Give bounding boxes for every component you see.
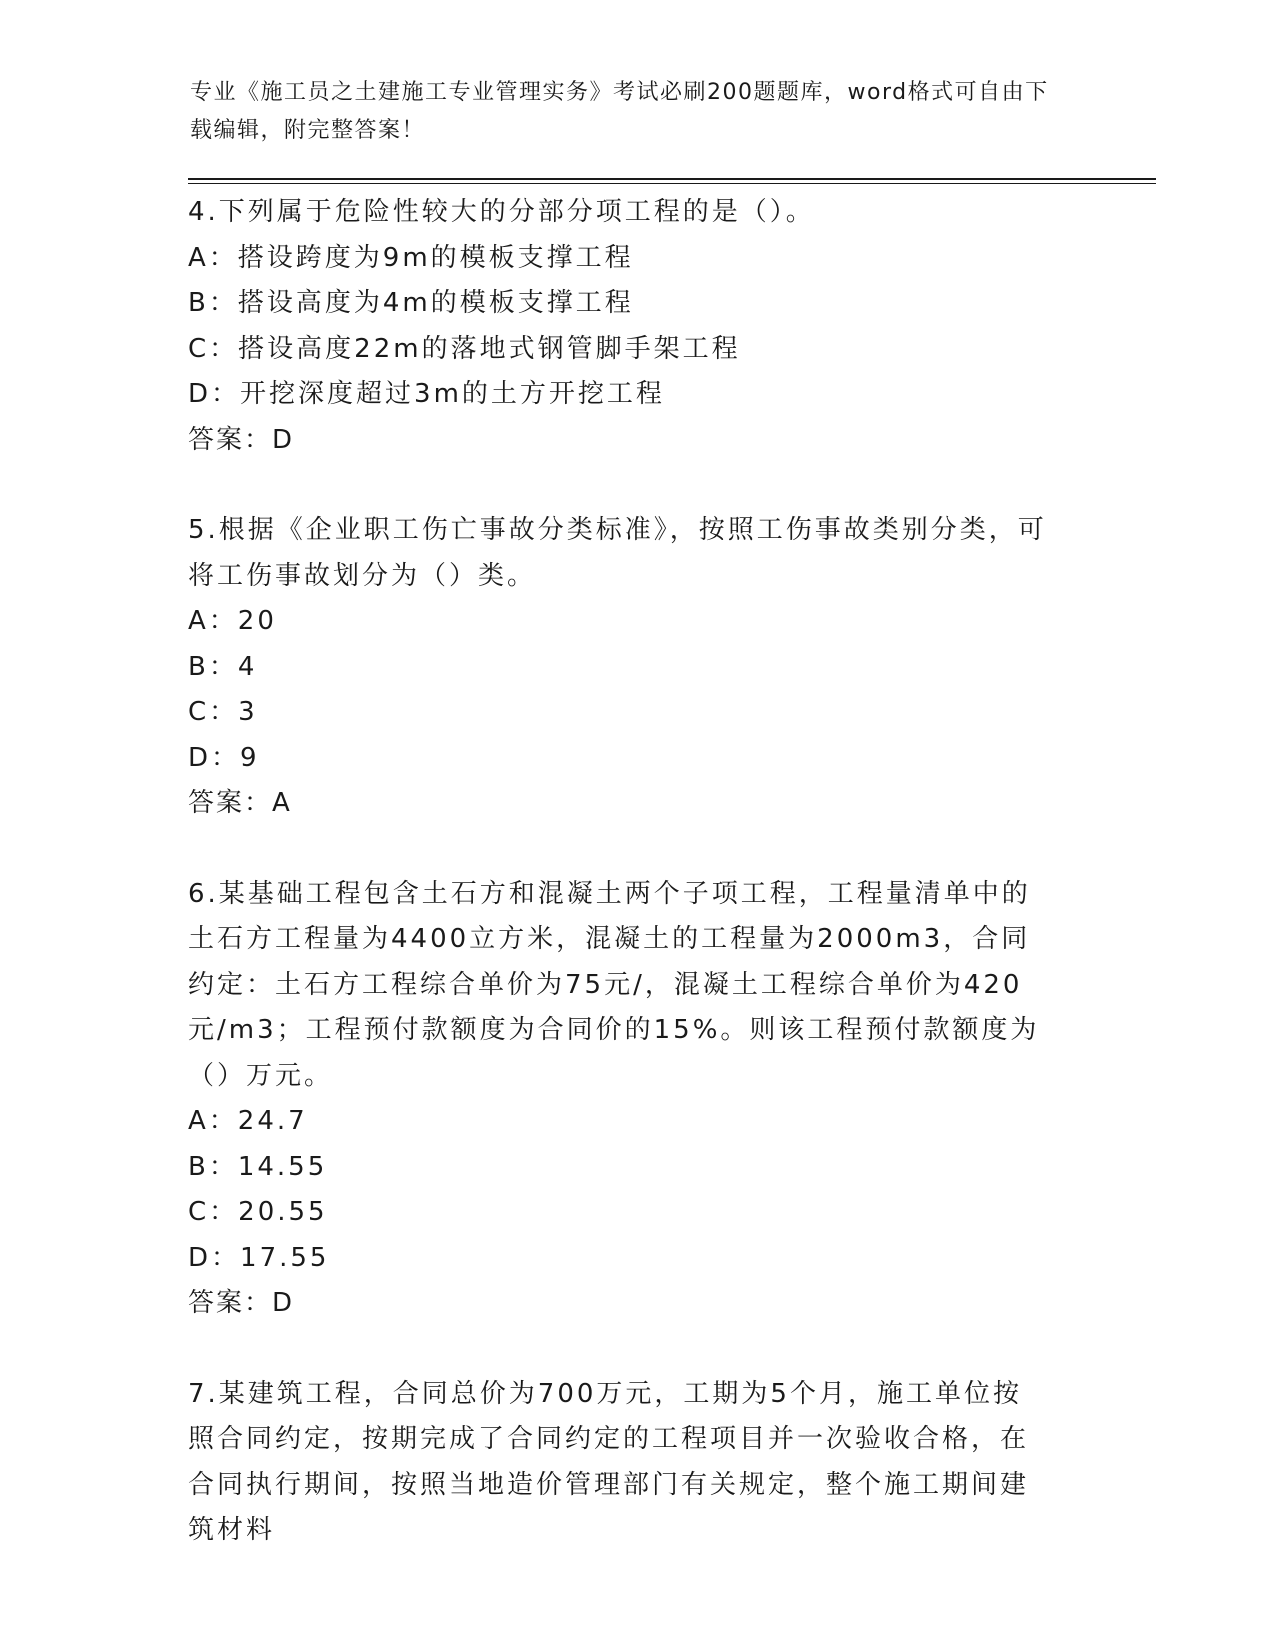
header-divider-thick: [188, 178, 1156, 180]
option-d: D：开挖深度超过3m的土方开挖工程: [188, 379, 665, 409]
question-4: [188, 190, 1088, 463]
question-stem: 6.某基础工程包含土石方和混凝土两个子项工程，工程量清单中的土石方工程量为4400立方米，混凝土的工程量为2000m3，合同约定：土石方工程综合单价为75元/，混凝土工程综合单价为420元/m3；工程预付款额度为合同价的15%。则该工程预付款额度为（）万元。: [188, 878, 1040, 1091]
question-6: [188, 872, 1088, 1327]
option-b: B：14.55: [188, 1151, 328, 1182]
option-a: A：20: [188, 606, 277, 636]
answer: 答案：D: [188, 424, 295, 455]
question-stem: 4.下列属于危险性较大的分部分项工程的是（）。: [188, 197, 815, 227]
answer: 答案：A: [188, 788, 292, 818]
option-d: D：9: [188, 742, 260, 773]
question-5: [188, 508, 1088, 827]
option-a: A：24.7: [188, 1106, 308, 1136]
option-b: B：4: [188, 651, 258, 682]
question-7: [188, 1372, 1088, 1554]
question-list: [188, 190, 1088, 1599]
option-b: B：搭设高度为4m的模板支撑工程: [188, 288, 634, 318]
question-stem: 5.根据《企业职工伤亡事故分类标准》，按照工伤事故类别分类，可将工伤事故划分为（）类。: [188, 515, 1047, 591]
option-a: A：搭设跨度为9m的模板支撑工程: [188, 242, 634, 273]
option-c: C：20.55: [188, 1197, 328, 1227]
option-c: C：搭设高度22m的落地式钢管脚手架工程: [188, 333, 741, 364]
document-header: 专业《施工员之土建施工专业管理实务》考试必刷200题题库，word格式可自由下载编辑，附完整答案！: [190, 80, 1049, 143]
option-d: D：17.55: [188, 1242, 330, 1273]
question-stem: 7.某建筑工程，合同总价为700万元，工期为5个月，施工单位按照合同约定，按期完成了合同约定的工程项目并一次验收合格，在合同执行期间，按照当地造价管理部门有关规定，整个施工期间建筑材料: [188, 1378, 1030, 1545]
header-divider-thin: [188, 183, 1156, 184]
answer: 答案：D: [188, 1288, 295, 1318]
option-c: C：3: [188, 697, 258, 727]
